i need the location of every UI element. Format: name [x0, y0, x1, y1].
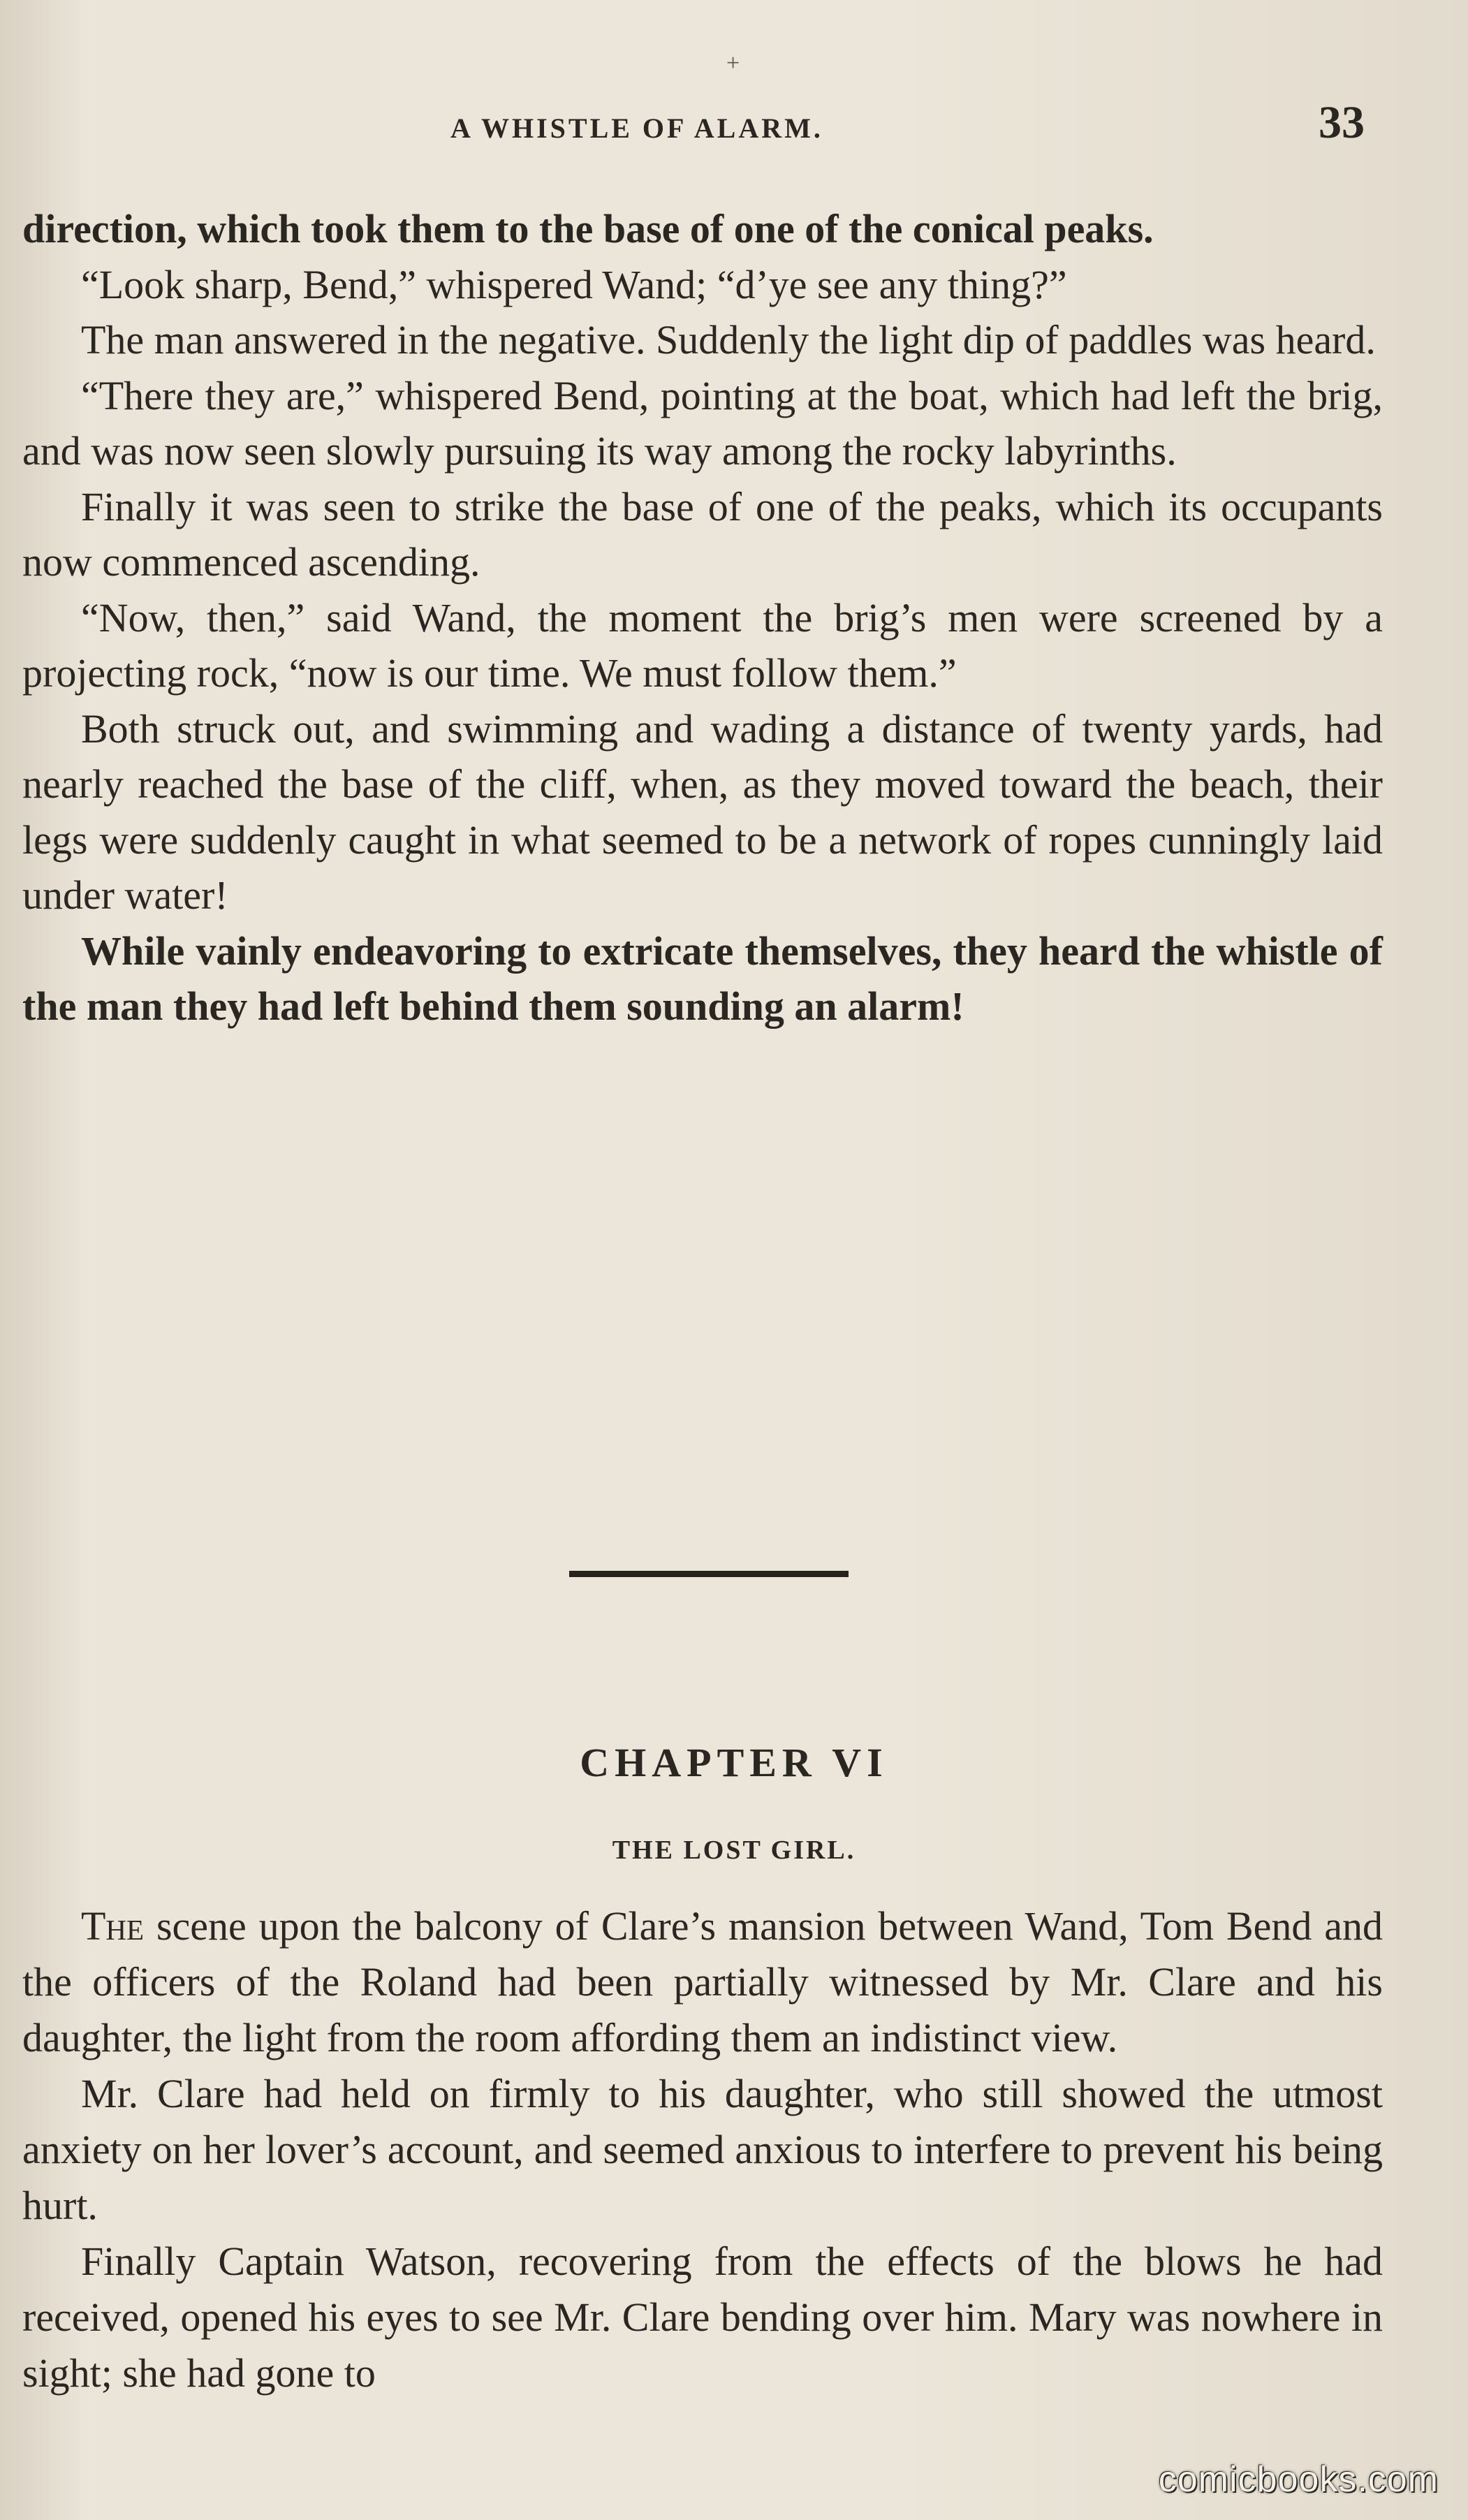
- paragraph: Finally it was seen to strike the base of one of the peaks, which its occupants now commenced ascending.: [22, 483, 1383, 585]
- section-2-body: [22, 1898, 1383, 2401]
- page-number: 33: [1319, 97, 1365, 148]
- paragraph: “There they are,” whispered Bend, pointing at the boat, which had left the brig, and was now seen slowly pursuing its way among the rocky labyrinths.: [22, 372, 1383, 474]
- ornament: +: [726, 50, 740, 76]
- paragraph: “Now, then,” said Wand, the moment the brig’s men were screened by a projecting rock, “now is our time. We must follow them.”: [22, 594, 1383, 696]
- paragraph: While vainly endeavoring to extricate themselves, they heard the whistle of the man they had left behind them sounding an alarm!: [22, 928, 1383, 1029]
- chapter-title: CHAPTER VI: [580, 1740, 888, 1785]
- paragraph: Mr. Clare had held on firmly to his daughter, who still showed the utmost anxiety on her lover’s account, and seemed anxious to interfere to prevent his being hurt.: [22, 2071, 1383, 2228]
- paragraph: [22, 1898, 1383, 2066]
- drop-word: The: [81, 1903, 145, 1949]
- running-head: A WHISTLE OF ALARM.: [450, 112, 823, 144]
- paragraph: The man answered in the negative. Suddenly the light dip of paddles was heard.: [81, 317, 1376, 362]
- paragraph: direction, which took them to the base of one of the conical peaks.: [22, 206, 1154, 251]
- paragraph-text: scene upon the balcony of Clare’s mansion between Wand, Tom Bend and the officers of the Roland had been partially witnessed by Mr. Clare and his daughter, the light from the room affording them an indistinct view.: [22, 1903, 1383, 2060]
- section-1-body: [22, 201, 1383, 1034]
- section-divider: [569, 1571, 849, 1577]
- paragraph: “Look sharp, Bend,” whispered Wand; “d’ye see any thing?”: [81, 261, 1067, 307]
- chapter-subtitle: THE LOST GIRL.: [612, 1836, 856, 1865]
- paragraph: Finally Captain Watson, recovering from the effects of the blows he had received, opened his eyes to see Mr. Clare bending over him. Mary was nowhere in sight; she had gone to: [22, 2239, 1383, 2396]
- watermark: comicbooks.com: [1158, 2459, 1439, 2500]
- paragraph: Both struck out, and swimming and wading a distance of twenty yards, had nearly reached the base of the cliff, when, as they moved toward the beach, their legs were suddenly caught in what seemed to be a network of ropes cunningly laid under water!: [22, 705, 1383, 918]
